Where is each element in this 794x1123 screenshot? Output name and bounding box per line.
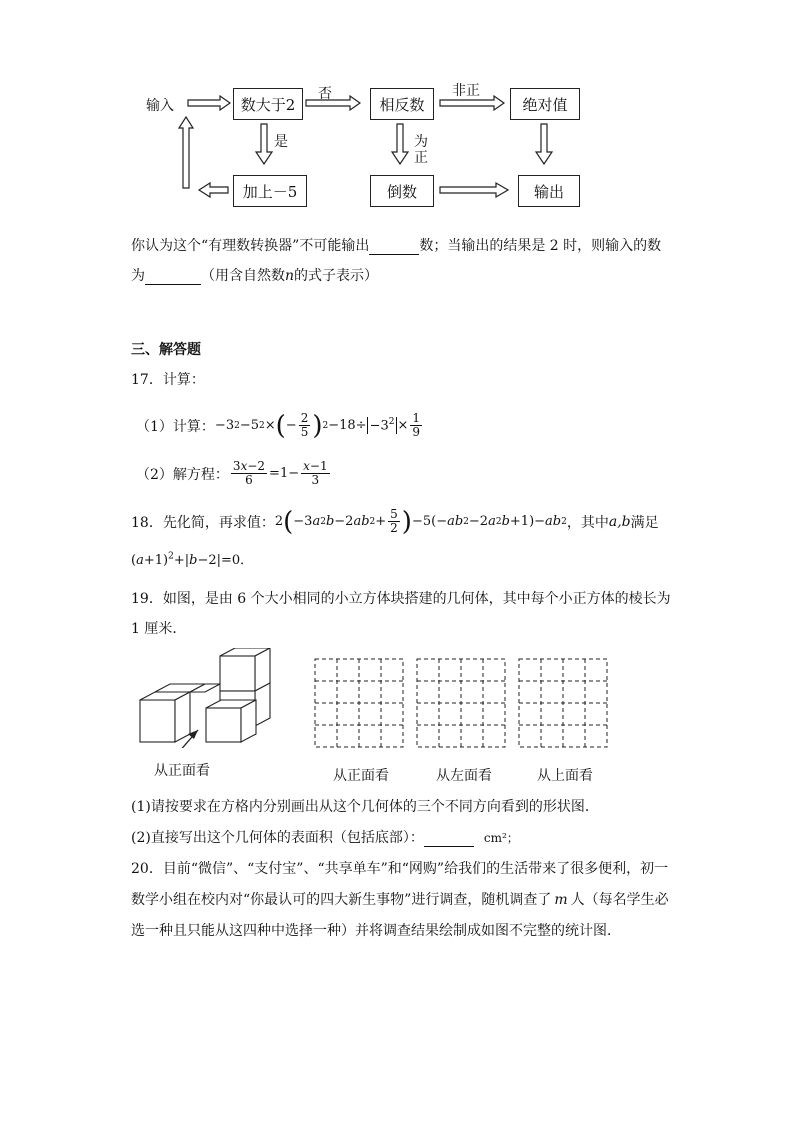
q17-p2-equation: $\frac{3x-2}{6}$ =1− $\frac{x-1}{3}$ [232,459,328,487]
q16-blank1[interactable] [369,254,419,255]
q19-unit: cm²； [483,831,519,845]
q18-cond-post: 满足 [630,514,659,531]
flow-positive-label-1: 为 [414,134,428,150]
q20-line2-a: 数学小组在校内对“你最认可的四大新生事物”进行调查，随机调查了 [131,892,552,908]
q16-line1 [131,235,661,255]
grid-label-front: 从正面看 [333,768,389,784]
grid-label-top: 从上面看 [537,768,593,784]
flow-box-greater-than-2: 数大于2 [233,88,303,120]
arrow-right-icon [188,96,230,110]
q17-p2-label: （2）解方程： [136,466,229,483]
section-heading: 三、解答题 [131,342,201,358]
arrow-up-icon [179,117,193,188]
arrow-right-icon [440,183,508,197]
q16-blank2[interactable] [145,284,201,285]
q19-line2: 1 厘米． [131,621,187,637]
cube-figure [130,648,280,748]
grid-left [417,659,505,747]
arrow-down-icon [536,124,552,164]
arrow-right-icon [440,96,504,110]
grid-top [519,659,607,747]
q17-heading: 17．计算： [131,372,205,388]
arrow-down-icon [392,124,408,164]
q17-part2 [136,460,332,487]
flow-positive-label-2: 正 [414,150,428,166]
q18-heading: 18．先化简，再求值： [131,514,275,531]
arrow-down-icon [256,124,272,164]
flow-no-label: 否 [318,86,332,102]
q17-p1-label: （1）计算： [136,418,215,435]
q16-text-c: 为 [131,268,145,284]
flow-box-absolute: 绝对值 [510,88,580,120]
q19-line1: 19．如图，是由 6 个大小相同的小立方体块搭建的几何体，其中每个小正方体的棱长为 [131,591,671,607]
grid-label-left: 从左面看 [436,768,492,784]
arrow-left-icon [199,183,228,197]
q18-line1 [131,508,659,535]
flow-box-output: 输出 [518,175,580,207]
q18-expression: 2 ( −3 a 2 b −2 ab 2 + $\frac{5}{2}$ ) −5(− ab 2 −2 a 2 b +1)− ab 2 [274,506,567,537]
flow-arrows [0,0,794,230]
q16-var-n: n [285,268,295,284]
q19-task1: (1)请按要求在方格内分别画出从这个几何体的三个不同方向看到的形状图． [131,799,599,815]
q19-task2 [131,827,519,847]
q18-condition-equation: $(a+1)^2+|b-2|=0$． [131,551,254,568]
flow-box-opposite: 相反数 [370,88,434,120]
q20-line3: 选一种且只能从这四种中选择一种）并将调查结果绘制成如图不完整的统计图． [131,923,621,939]
q20-line2 [131,889,669,909]
q20-var-m: m [554,892,568,908]
view-grids [314,658,610,750]
grid-front [315,659,403,747]
q18-cond-pre: ，其中 [566,514,609,531]
q17-p1-expression: −3 2 −5 2 × ( − $\frac{2}{5}$ ) 2 −18÷ $-3^2$ × $\frac{1}{9}$ [214,410,421,441]
flow-input-label: 输入 [146,98,174,114]
q16-line2 [131,265,378,285]
q20-line2-b: 人（每名学生必 [570,892,669,908]
q18-vars: a,b [608,513,631,530]
flow-not-positive-label: 非正 [452,83,480,99]
q16-text-d: （用含自然数 [201,268,285,284]
flow-box-reciprocal: 倒数 [370,175,434,207]
arrow-right-icon [306,96,360,110]
q16-text-a: 你认为这个“有理数转换器”不可能输出 [131,238,370,254]
flow-box-add-minus5: 加上－5 [233,175,307,207]
front-view-arrow-label: 从正面看 [154,763,210,779]
flow-yes-label: 是 [274,134,288,150]
q17-part1 [136,412,424,439]
q16-text-b: 数；当输出的结果是 2 时，则输入的数 [419,238,662,254]
q20-line1: 20．目前“微信”、“支付宝”、“共享单车”和“网购”给我们的生活带来了很多便利，初一 [131,861,669,877]
q16-text-e: 的式子表示） [294,268,379,284]
q19-task2-text: (2)直接写出这个几何体的表面积（包括底部）： [131,830,424,846]
q19-blank[interactable] [424,846,474,847]
